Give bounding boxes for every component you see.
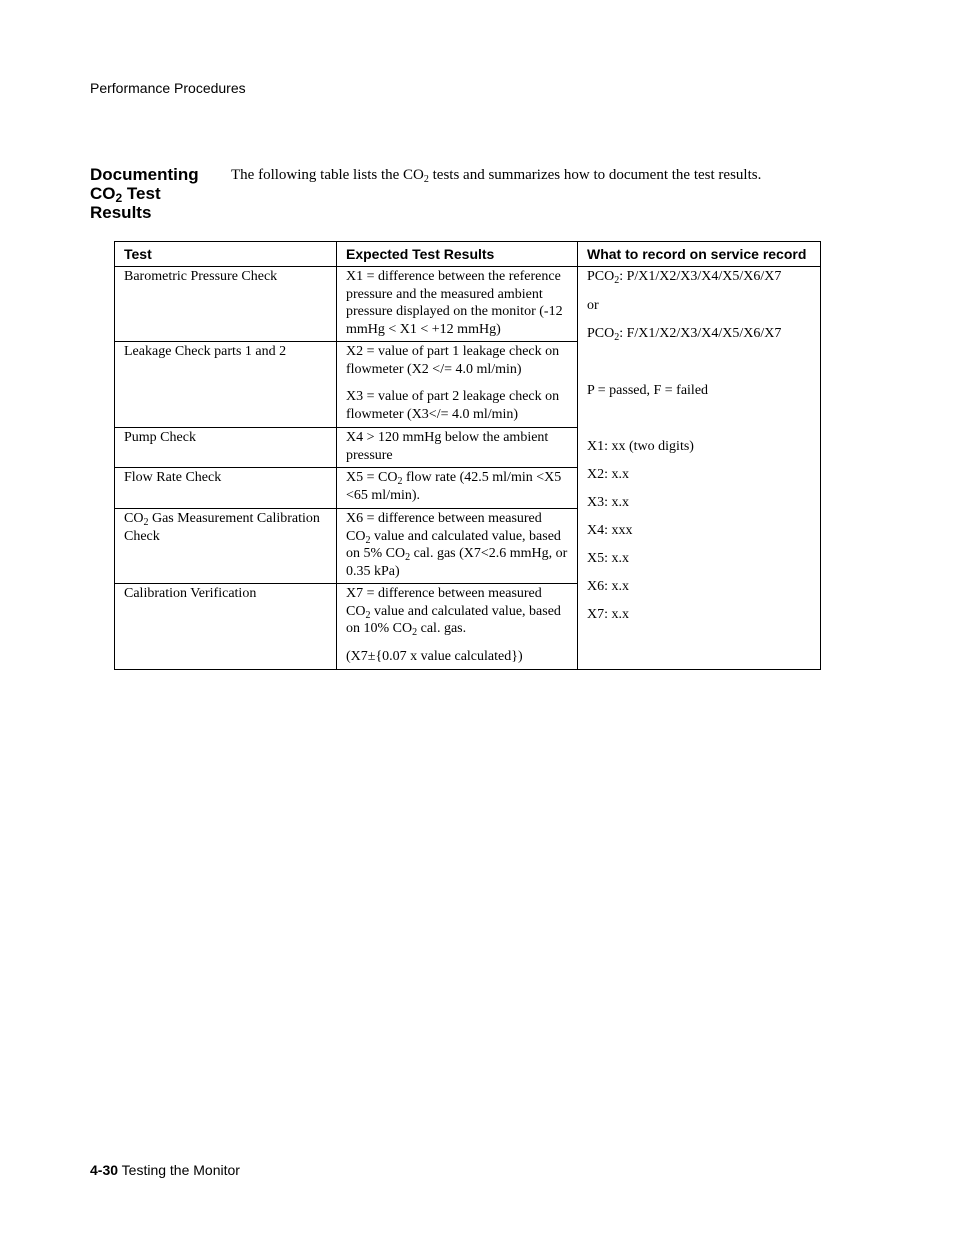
table-row — [115, 267, 821, 342]
column-header-record: What to record on service record — [578, 242, 821, 267]
expected-part2: X3 = value of part 2 leakage check on flowmeter (X3</= 4.0 ml/min) — [346, 389, 560, 422]
expected-part1: X7 = difference between measured $CO_2$ value and calculated value, based on 10% $CO_2$ cal. gas. — [346, 586, 561, 638]
record-value: X6: x.x — [587, 579, 629, 594]
test-name: Flow Rate Check — [115, 468, 337, 509]
expected-part1: X2 = value of part 1 leakage check on flowmeter (X2 </= 4.0 ml/min) — [346, 344, 560, 377]
expected-result — [337, 584, 578, 670]
record-value: X4: xxx — [587, 523, 633, 538]
heading-line1: Documenting — [90, 165, 199, 184]
heading-sub: 2 — [115, 191, 123, 205]
record-value: X5: x.x — [587, 551, 629, 566]
record-or: or — [587, 297, 599, 313]
expected-result: $X5 = CO_2$ flow rate (42.5 ml/min <X5 <65 ml/min). — [337, 468, 578, 509]
test-name: $CO_2$ Gas Measurement Calibration Check — [115, 509, 337, 584]
record-pass-format: $PCO_2$: P/X1/X2/X3/X4/X5/X6/X7 — [587, 269, 782, 286]
record-fail-format: $PCO_2$: F/X1/X2/X3/X4/X5/X6/X7 — [587, 326, 782, 343]
test-name: Pump Check — [115, 428, 337, 468]
heading-test: Test — [122, 184, 161, 203]
expected-result — [337, 342, 578, 428]
intro-paragraph — [231, 167, 831, 184]
record-value: X3: x.x — [587, 495, 629, 510]
column-header-expected: Expected Test Results — [337, 242, 578, 267]
intro-sub: 2 — [423, 174, 429, 185]
record-legend: P = passed, F = failed — [587, 382, 709, 398]
running-header: Performance Procedures — [90, 80, 246, 96]
record-value: X7: x.x — [587, 607, 629, 622]
section-heading — [90, 165, 220, 222]
page-footer — [90, 1162, 240, 1178]
expected-result: X1 = difference between the reference pressure and the measured ambient pressure displayed on the monitor (-12 mmHg < X1 < +12 mmHg) — [337, 267, 578, 342]
column-header-test: Test — [115, 242, 337, 267]
expected-result: X6 = difference between measured $CO_2$ value and calculated value, based on 5% $CO_2$ cal. gas (X7<2.6 mmHg, or 0.35 kPa) — [337, 509, 578, 584]
heading-line3: Results — [90, 203, 152, 222]
test-name: Calibration Verification — [115, 584, 337, 670]
test-name: Leakage Check parts 1 and 2 — [115, 342, 337, 428]
test-name: Barometric Pressure Check — [115, 267, 337, 342]
table-header-row — [115, 242, 821, 267]
record-value: X2: x.x — [587, 467, 629, 482]
footer-title: Testing the Monitor — [118, 1162, 240, 1178]
record-value: X1: xx (two digits) — [587, 439, 694, 454]
intro-text: The following table lists the CO — [231, 167, 424, 183]
expected-part2: (X7±{0.07 x value calculated}) — [346, 648, 523, 664]
record-format — [578, 267, 821, 670]
co2-results-table — [114, 241, 821, 670]
expected-result: X4 > 120 mmHg below the ambient pressure — [337, 428, 578, 468]
heading-co: CO — [90, 184, 116, 203]
intro-text-end: tests and summarizes how to document the test results. — [428, 167, 762, 183]
page-number: 4-30 — [90, 1162, 119, 1178]
